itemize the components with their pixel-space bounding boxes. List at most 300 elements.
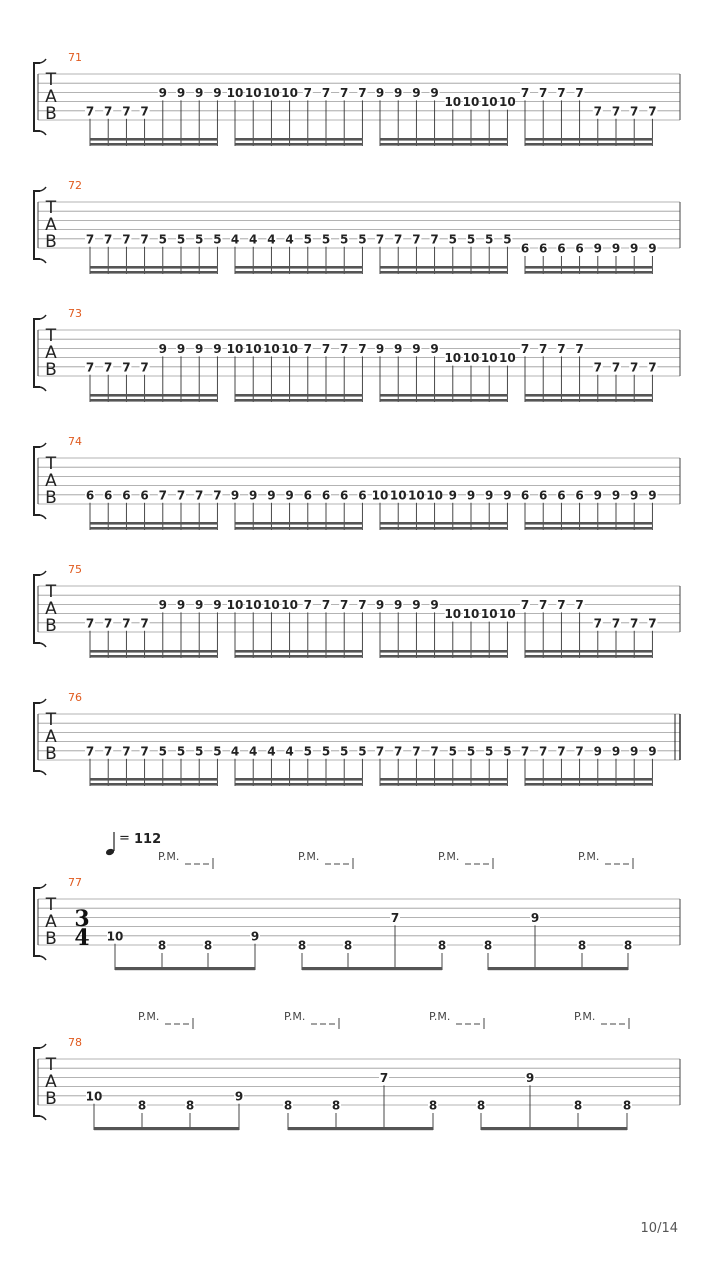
fret-number: 7 xyxy=(394,744,403,759)
fret-number: 9 xyxy=(530,910,540,925)
fret-number: 6 xyxy=(557,488,566,503)
beam-group xyxy=(375,342,516,402)
fret-number: 10 xyxy=(281,341,298,356)
fret-number: 10 xyxy=(499,351,516,366)
beam-group xyxy=(375,86,516,146)
fret-number: 7 xyxy=(520,85,530,100)
fret-number: 7 xyxy=(539,85,548,100)
staff-system-74 xyxy=(34,435,680,530)
fret-number: 6 xyxy=(539,241,548,256)
beam-group xyxy=(520,598,657,658)
palm-mute-label: P.M. xyxy=(438,850,460,863)
fret-number: 7 xyxy=(321,597,331,612)
fret-number: 5 xyxy=(195,232,204,247)
fret-number: 9 xyxy=(213,85,222,100)
fret-number: 7 xyxy=(321,341,331,356)
fret-number: 9 xyxy=(158,85,167,100)
beam xyxy=(90,271,217,274)
fret-number: 10 xyxy=(106,929,124,944)
fret-number: 7 xyxy=(375,232,385,247)
tab-clef-letter: B xyxy=(45,360,57,380)
fret-number: 9 xyxy=(611,488,621,503)
fret-number: 5 xyxy=(158,232,167,247)
fret-number: 7 xyxy=(340,341,349,356)
tab-clef-letter: B xyxy=(45,1089,57,1109)
fret-number: 7 xyxy=(557,744,566,759)
tab-clef-letter: T xyxy=(45,454,57,474)
fret-number: 9 xyxy=(158,597,167,612)
palm-mute-marking xyxy=(298,850,353,869)
fret-number: 7 xyxy=(520,597,530,612)
beam xyxy=(235,783,362,786)
fret-number: 10 xyxy=(444,607,462,622)
fret-number: 10 xyxy=(462,95,480,110)
bracket-hook-top xyxy=(40,1044,46,1048)
fret-number: 9 xyxy=(195,597,204,612)
tab-clef-letter: A xyxy=(45,87,57,107)
beam xyxy=(525,527,652,530)
fret-number: 9 xyxy=(394,597,403,612)
fret-number: 9 xyxy=(412,341,421,356)
beam xyxy=(525,266,652,269)
beam xyxy=(90,655,217,658)
fret-number: 10 xyxy=(389,488,407,503)
fret-number: 9 xyxy=(503,488,512,503)
fret-number: 8 xyxy=(483,938,493,953)
fret-number: 7 xyxy=(611,616,621,631)
tab-clef-letter: T xyxy=(45,70,57,90)
beam xyxy=(235,143,362,146)
fret-number: 6 xyxy=(104,488,113,503)
tab-clef-letter: A xyxy=(45,343,57,363)
tab-clef-letter: T xyxy=(45,582,57,602)
beam-group xyxy=(375,598,516,658)
fret-number: 10 xyxy=(371,488,389,503)
beam xyxy=(235,655,362,658)
tab-clef-letter: A xyxy=(45,912,57,932)
tab-clef-letter: A xyxy=(45,215,57,235)
fret-number: 4 xyxy=(230,232,240,247)
beam-group xyxy=(520,242,657,275)
fret-number: 7 xyxy=(213,488,222,503)
beam-group xyxy=(227,86,368,146)
fret-number: 9 xyxy=(394,341,403,356)
fret-number: 8 xyxy=(623,938,633,953)
fret-number: 5 xyxy=(485,744,494,759)
fret-number: 9 xyxy=(230,488,240,503)
fret-number: 7 xyxy=(412,232,421,247)
fret-number: 9 xyxy=(375,341,385,356)
fret-number: 9 xyxy=(593,744,602,759)
fret-number: 9 xyxy=(593,241,602,256)
fret-number: 5 xyxy=(503,744,512,759)
fret-number: 7 xyxy=(575,597,584,612)
fret-number: 4 xyxy=(267,232,276,247)
fret-number: 10 xyxy=(480,607,498,622)
fret-number: 9 xyxy=(466,488,476,503)
beam-group xyxy=(297,911,447,970)
fret-number: 5 xyxy=(448,232,457,247)
bracket-hook-top xyxy=(40,699,46,703)
fret-number: 7 xyxy=(557,341,566,356)
fret-number: 9 xyxy=(176,85,186,100)
beam xyxy=(380,143,507,146)
bracket-hook-top xyxy=(40,571,46,575)
beam-group xyxy=(483,911,633,970)
beam xyxy=(235,527,362,530)
staff-system-76 xyxy=(34,691,680,786)
fret-number: 4 xyxy=(267,744,276,759)
fret-number: 9 xyxy=(611,241,621,256)
measure-number: 74 xyxy=(68,435,82,448)
beam xyxy=(380,527,507,530)
fret-number: 7 xyxy=(104,232,113,247)
beam-group xyxy=(85,342,222,402)
fret-number: 8 xyxy=(331,1098,341,1113)
palm-mute-marking xyxy=(284,1010,339,1029)
system-bracket xyxy=(34,575,40,643)
palm-mute-label: P.M. xyxy=(158,850,180,863)
staff-system-75 xyxy=(34,563,680,658)
tab-clef-letter: B xyxy=(45,616,57,636)
fret-number: 5 xyxy=(158,744,167,759)
beam xyxy=(380,266,507,269)
fret-number: 9 xyxy=(394,85,403,100)
measure-number: 78 xyxy=(68,1036,82,1049)
bracket-hook-top xyxy=(40,315,46,319)
beam xyxy=(380,778,507,781)
beam xyxy=(90,650,217,653)
measure-number: 72 xyxy=(68,179,82,192)
fret-number: 6 xyxy=(340,488,349,503)
fret-number: 4 xyxy=(249,744,258,759)
fret-number: 7 xyxy=(648,360,657,375)
beam xyxy=(525,655,652,658)
system-bracket xyxy=(34,191,40,259)
tab-clef-letter: B xyxy=(45,232,57,252)
beam-group xyxy=(85,598,222,658)
bracket-hook-top xyxy=(40,187,46,191)
beam xyxy=(525,143,652,146)
fret-number: 7 xyxy=(379,1070,389,1085)
bracket-hook-bottom xyxy=(40,1116,46,1120)
measure-number: 71 xyxy=(68,51,82,64)
system-bracket xyxy=(34,1048,40,1116)
tab-clef-letter: B xyxy=(45,488,57,508)
staff-system-71 xyxy=(34,51,680,146)
fret-number: 6 xyxy=(575,241,584,256)
fret-number: 7 xyxy=(630,360,639,375)
fret-number: 7 xyxy=(358,597,367,612)
staff-system-78 xyxy=(34,1010,680,1130)
bracket-hook-top xyxy=(40,884,46,888)
tab-clef-letter: A xyxy=(45,471,57,491)
page-number: 10/14 xyxy=(640,1221,678,1236)
fret-number: 7 xyxy=(122,616,131,631)
fret-number: 7 xyxy=(412,744,421,759)
fret-number: 10 xyxy=(480,95,498,110)
fret-number: 6 xyxy=(520,241,530,256)
fret-number: 10 xyxy=(426,488,443,503)
bracket-hook-top xyxy=(40,443,46,447)
beam xyxy=(380,650,507,653)
palm-mute-label: P.M. xyxy=(284,1010,306,1023)
beam-group xyxy=(520,342,657,402)
fret-number: 8 xyxy=(428,1098,438,1113)
beam xyxy=(380,271,507,274)
fret-number: 7 xyxy=(575,341,584,356)
fret-number: 5 xyxy=(195,744,204,759)
fret-number: 9 xyxy=(648,241,657,256)
fret-number: 7 xyxy=(648,104,657,119)
fret-number: 7 xyxy=(375,744,385,759)
fret-number: 10 xyxy=(281,597,298,612)
fret-number: 9 xyxy=(448,488,457,503)
fret-number: 10 xyxy=(244,341,262,356)
beam xyxy=(380,783,507,786)
fret-number: 9 xyxy=(630,488,639,503)
fret-number: 9 xyxy=(195,341,204,356)
fret-number: 5 xyxy=(466,744,476,759)
beam xyxy=(525,271,652,274)
fret-number: 8 xyxy=(343,938,353,953)
staff-system-77 xyxy=(34,850,680,970)
fret-number: 7 xyxy=(430,232,439,247)
fret-number: 9 xyxy=(195,85,204,100)
fret-number: 9 xyxy=(412,85,421,100)
fret-number: 5 xyxy=(340,232,349,247)
fret-number: 5 xyxy=(321,744,331,759)
fret-number: 9 xyxy=(412,597,421,612)
fret-number: 5 xyxy=(213,232,222,247)
beam-group xyxy=(227,342,368,402)
fret-number: 7 xyxy=(648,616,657,631)
beam xyxy=(90,138,217,141)
tab-clef-letter: B xyxy=(45,744,57,764)
tab-clef-letter: A xyxy=(45,727,57,747)
fret-number: 9 xyxy=(375,597,385,612)
tab-clef-letter: T xyxy=(45,326,57,346)
fret-number: 7 xyxy=(158,488,167,503)
fret-number: 7 xyxy=(611,360,621,375)
fret-number: 7 xyxy=(593,616,602,631)
fret-number: 8 xyxy=(137,1098,147,1113)
beam xyxy=(94,1127,239,1130)
fret-number: 6 xyxy=(122,488,131,503)
fret-number: 7 xyxy=(557,85,566,100)
fret-number: 6 xyxy=(520,488,530,503)
palm-mute-marking xyxy=(429,1010,484,1029)
fret-number: 8 xyxy=(573,1098,583,1113)
fret-number: 8 xyxy=(157,938,167,953)
fret-number: 10 xyxy=(444,351,462,366)
fret-number: 7 xyxy=(303,85,312,100)
fret-number: 7 xyxy=(390,910,400,925)
tab-clef-letter: B xyxy=(45,104,57,124)
beam xyxy=(235,394,362,397)
fret-number: 7 xyxy=(176,488,186,503)
system-bracket xyxy=(34,447,40,515)
beam xyxy=(235,650,362,653)
fret-number: 4 xyxy=(230,744,240,759)
fret-number: 10 xyxy=(462,607,480,622)
tempo-equals: = xyxy=(119,831,130,846)
fret-number: 5 xyxy=(176,232,186,247)
fret-number: 9 xyxy=(213,341,222,356)
time-signature-top: 3 xyxy=(74,906,90,932)
fret-number: 6 xyxy=(539,488,548,503)
fret-number: 5 xyxy=(213,744,222,759)
fret-number: 7 xyxy=(520,341,530,356)
fret-number: 5 xyxy=(321,232,331,247)
fret-number: 9 xyxy=(267,488,276,503)
fret-number: 9 xyxy=(525,1070,535,1085)
fret-number: 7 xyxy=(104,616,113,631)
fret-number: 6 xyxy=(557,241,566,256)
system-bracket xyxy=(34,63,40,131)
fret-number: 5 xyxy=(358,232,367,247)
fret-number: 9 xyxy=(176,341,186,356)
bracket-hook-bottom xyxy=(40,771,46,775)
beam xyxy=(90,778,217,781)
fret-number: 9 xyxy=(593,488,602,503)
fret-number: 10 xyxy=(226,341,244,356)
fret-number: 6 xyxy=(358,488,367,503)
fret-number: 7 xyxy=(122,104,131,119)
beam xyxy=(380,138,507,141)
fret-number: 4 xyxy=(285,744,294,759)
tab-clef-letter: T xyxy=(45,895,57,915)
fret-number: 7 xyxy=(122,360,131,375)
beam xyxy=(235,266,362,269)
time-signature-bottom: 4 xyxy=(74,925,90,951)
fret-number: 8 xyxy=(203,938,213,953)
beam xyxy=(235,271,362,274)
tab-clef-letter: T xyxy=(45,710,57,730)
palm-mute-marking xyxy=(574,1010,629,1029)
tab-clef-letter: A xyxy=(45,599,57,619)
palm-mute-label: P.M. xyxy=(138,1010,160,1023)
beam xyxy=(90,522,217,525)
beam xyxy=(90,394,217,397)
beam xyxy=(525,394,652,397)
fret-number: 7 xyxy=(630,616,639,631)
beam xyxy=(380,399,507,402)
fret-number: 7 xyxy=(140,744,149,759)
fret-number: 7 xyxy=(575,85,584,100)
beam xyxy=(481,1127,627,1130)
fret-number: 8 xyxy=(476,1098,486,1113)
fret-number: 10 xyxy=(244,597,262,612)
fret-number: 10 xyxy=(499,95,516,110)
fret-number: 9 xyxy=(285,488,294,503)
fret-number: 9 xyxy=(430,597,439,612)
beam xyxy=(380,655,507,658)
staff-system-72 xyxy=(34,179,680,274)
fret-number: 10 xyxy=(408,488,425,503)
bracket-hook-bottom xyxy=(40,515,46,519)
system-bracket xyxy=(34,319,40,387)
staff-system-73 xyxy=(34,307,680,402)
fret-number: 7 xyxy=(85,360,95,375)
palm-mute-label: P.M. xyxy=(574,1010,596,1023)
fret-number: 5 xyxy=(448,744,457,759)
fret-number: 5 xyxy=(340,744,349,759)
palm-mute-marking xyxy=(158,850,213,869)
beam xyxy=(525,783,652,786)
fret-number: 6 xyxy=(85,488,95,503)
palm-mute-marking xyxy=(578,850,633,869)
beam xyxy=(525,522,652,525)
fret-number: 7 xyxy=(630,104,639,119)
bracket-hook-bottom xyxy=(40,259,46,263)
fret-number: 10 xyxy=(263,85,280,100)
tempo-marking xyxy=(105,831,161,856)
fret-number: 7 xyxy=(140,360,149,375)
beam xyxy=(235,138,362,141)
measure-number: 75 xyxy=(68,563,82,576)
bracket-hook-bottom xyxy=(40,643,46,647)
beam xyxy=(525,138,652,141)
fret-number: 5 xyxy=(503,232,512,247)
fret-number: 9 xyxy=(249,488,258,503)
fret-number: 8 xyxy=(185,1098,195,1113)
fret-number: 7 xyxy=(539,744,548,759)
beam-group xyxy=(283,1071,438,1130)
fret-number: 7 xyxy=(195,488,204,503)
fret-number: 7 xyxy=(85,232,95,247)
beam-group xyxy=(520,86,657,146)
fret-number: 9 xyxy=(611,744,621,759)
fret-number: 9 xyxy=(630,744,639,759)
fret-number: 7 xyxy=(140,104,149,119)
fret-number: 7 xyxy=(85,616,95,631)
tab-clef-letter: T xyxy=(45,1055,57,1075)
fret-number: 5 xyxy=(358,744,367,759)
fret-number: 4 xyxy=(249,232,258,247)
fret-number: 9 xyxy=(648,488,657,503)
beam xyxy=(90,399,217,402)
fret-number: 7 xyxy=(104,744,113,759)
fret-number: 10 xyxy=(281,85,298,100)
fret-number: 7 xyxy=(394,232,403,247)
fret-number: 5 xyxy=(303,232,312,247)
fret-number: 7 xyxy=(122,744,131,759)
beam xyxy=(235,522,362,525)
fret-number: 7 xyxy=(539,341,548,356)
fret-number: 6 xyxy=(140,488,149,503)
tab-clef-letter: A xyxy=(45,1072,57,1092)
beam xyxy=(235,399,362,402)
fret-number: 9 xyxy=(648,744,657,759)
fret-number: 7 xyxy=(358,341,367,356)
fret-number: 7 xyxy=(358,85,367,100)
palm-mute-label: P.M. xyxy=(578,850,600,863)
beam-group xyxy=(476,1071,632,1130)
beam-group xyxy=(372,488,513,530)
fret-number: 8 xyxy=(297,938,307,953)
palm-mute-label: P.M. xyxy=(429,1010,451,1023)
fret-number: 9 xyxy=(250,929,260,944)
beam xyxy=(90,143,217,146)
fret-number: 8 xyxy=(283,1098,293,1113)
beam xyxy=(525,399,652,402)
system-bracket xyxy=(34,703,40,771)
fret-number: 10 xyxy=(444,95,462,110)
tempo-value: 112 xyxy=(134,832,162,847)
fret-number: 7 xyxy=(104,104,113,119)
fret-number: 10 xyxy=(244,85,262,100)
